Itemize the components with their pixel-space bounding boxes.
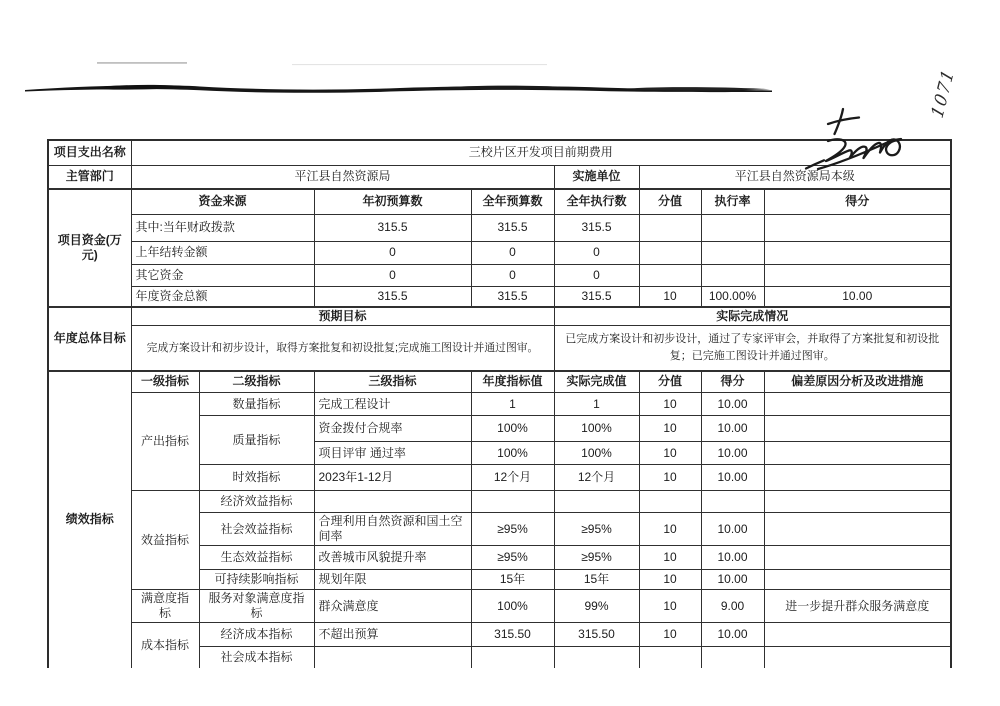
col-executed: 全年执行数: [554, 189, 639, 214]
deviation-cell: [764, 546, 951, 570]
expected-goal-label: 预期目标: [131, 307, 554, 326]
weight-cell: [639, 491, 701, 513]
actual-cell: ≥95%: [554, 546, 639, 570]
actual-goal-label: 实际完成情况: [554, 307, 951, 326]
funds-section-label: 项目资金(万元): [48, 189, 131, 307]
expected-goal-text: 完成方案设计和初步设计，取得方案批复和初设批复;完成施工图设计并通过图审。: [131, 326, 554, 371]
target-cell: [471, 491, 554, 513]
weight-cell: 10: [639, 623, 701, 647]
weight-cell: 10: [639, 546, 701, 570]
l3-cell: [314, 491, 471, 513]
impl-value: 平江县自然资源局本级: [639, 165, 951, 189]
score-cell: 10.00: [701, 513, 764, 546]
fund-initial-cell: 315.5: [314, 214, 471, 241]
col-l2: 二级指标: [199, 371, 314, 393]
performance-evaluation-table: [47, 139, 952, 668]
fund-row: [48, 286, 951, 307]
fund-rate-cell: 100.00%: [701, 286, 764, 307]
project-name-value: 三校片区开发项目前期费用: [131, 140, 951, 165]
deviation-cell: [764, 491, 951, 513]
l1-group-cost: 成本指标: [131, 623, 199, 668]
target-cell: [471, 647, 554, 668]
target-cell: ≥95%: [471, 546, 554, 570]
l3-cell: 规划年限: [314, 570, 471, 590]
l1-group-satisfaction: 满意度指标: [131, 590, 199, 623]
fund-annual-cell: 0: [471, 264, 554, 286]
actual-cell: ≥95%: [554, 513, 639, 546]
handwritten-page-number: 1071: [928, 66, 959, 121]
weight-cell: 10: [639, 513, 701, 546]
indicator-row: [48, 623, 951, 647]
col-l1: 一级指标: [131, 371, 199, 393]
goals-section-label: 年度总体目标: [48, 307, 131, 371]
l2-cell: 时效指标: [199, 465, 314, 491]
empty-cell: [764, 241, 951, 264]
target-cell: 100%: [471, 416, 554, 442]
impl-label: 实施单位: [554, 165, 639, 189]
target-cell: 315.50: [471, 623, 554, 647]
deviation-cell: [764, 570, 951, 590]
l2-cell: 可持续影响指标: [199, 570, 314, 590]
target-cell: ≥95%: [471, 513, 554, 546]
fund-row: [48, 241, 951, 264]
target-cell: 1: [471, 393, 554, 416]
empty-cell: [701, 264, 764, 286]
empty-cell: [701, 214, 764, 241]
scan-edge-artifact: [0, 0, 1000, 120]
score-cell: 10.00: [701, 416, 764, 442]
col-weight: 分值: [639, 189, 701, 214]
col-rate: 执行率: [701, 189, 764, 214]
indicator-row: [48, 491, 951, 513]
fund-executed-cell: 315.5: [554, 286, 639, 307]
actual-cell: 100%: [554, 442, 639, 465]
col-source: 资金来源: [131, 189, 314, 214]
empty-cell: [764, 214, 951, 241]
col-actual: 实际完成值: [554, 371, 639, 393]
score-cell: 10.00: [701, 623, 764, 647]
fund-executed-cell: 315.5: [554, 214, 639, 241]
l3-cell: 合理利用自然资源和国土空间率: [314, 513, 471, 546]
score-cell: 10.00: [701, 393, 764, 416]
actual-cell: 15年: [554, 570, 639, 590]
project-name-label: 项目支出名称: [48, 140, 131, 165]
l2-cell: 服务对象满意度指标: [199, 590, 314, 623]
target-cell: 12个月: [471, 465, 554, 491]
empty-cell: [701, 241, 764, 264]
l2-cell: 经济成本指标: [199, 623, 314, 647]
deviation-cell: [764, 623, 951, 647]
col-deviation: 偏差原因分析及改进措施: [764, 371, 951, 393]
target-cell: 100%: [471, 442, 554, 465]
col-target: 年度指标值: [471, 371, 554, 393]
deviation-cell: [764, 465, 951, 491]
fund-source-cell: 上年结转金额: [131, 241, 314, 264]
l1-group-output: 产出指标: [131, 393, 199, 491]
fund-annual-cell: 315.5: [471, 214, 554, 241]
weight-cell: 10: [639, 393, 701, 416]
table-row: [48, 165, 951, 189]
fund-source-cell: 其中:当年财政拨款: [131, 214, 314, 241]
l2-cell: 社会效益指标: [199, 513, 314, 546]
score-cell: 10.00: [701, 570, 764, 590]
actual-cell: 315.50: [554, 623, 639, 647]
deviation-cell: [764, 513, 951, 546]
score-cell: 10.00: [701, 546, 764, 570]
target-cell: 15年: [471, 570, 554, 590]
fund-executed-cell: 0: [554, 264, 639, 286]
deviation-cell: [764, 647, 951, 668]
fund-row: [48, 214, 951, 241]
indicator-header-row: [48, 371, 951, 393]
actual-cell: 99%: [554, 590, 639, 623]
score-cell: [701, 647, 764, 668]
col-score: 得分: [764, 189, 951, 214]
l3-cell: 项目评审 通过率: [314, 442, 471, 465]
goals-text-row: [48, 326, 951, 371]
l3-cell: [314, 647, 471, 668]
l2-cell: 社会成本指标: [199, 647, 314, 668]
dept-value: 平江县自然资源局: [131, 165, 554, 189]
fund-initial-cell: 0: [314, 241, 471, 264]
l3-cell: 群众满意度: [314, 590, 471, 623]
actual-cell: [554, 491, 639, 513]
score-cell: 10.00: [701, 442, 764, 465]
indicators-section-label: 绩效指标: [48, 371, 131, 668]
weight-cell: [639, 647, 701, 668]
deviation-cell: [764, 442, 951, 465]
deviation-cell: 进一步提升群众服务满意度: [764, 590, 951, 623]
fund-source-cell: 年度资金总额: [131, 286, 314, 307]
fund-weight-cell: 10: [639, 286, 701, 307]
empty-cell: [764, 264, 951, 286]
deviation-cell: [764, 393, 951, 416]
table-row: [48, 140, 951, 165]
actual-cell: 12个月: [554, 465, 639, 491]
empty-cell: [639, 214, 701, 241]
l2-cell: 经济效益指标: [199, 491, 314, 513]
actual-cell: 1: [554, 393, 639, 416]
l3-cell: 改善城市风貌提升率: [314, 546, 471, 570]
fund-annual-cell: 0: [471, 241, 554, 264]
empty-cell: [639, 241, 701, 264]
l2-cell: 数量指标: [199, 393, 314, 416]
indicator-row: [48, 590, 951, 623]
fund-score-cell: 10.00: [764, 286, 951, 307]
indicator-row: [48, 393, 951, 416]
empty-cell: [639, 264, 701, 286]
goals-header-row: [48, 307, 951, 326]
fund-source-cell: 其它资金: [131, 264, 314, 286]
funds-header-row: [48, 189, 951, 214]
dept-label: 主管部门: [48, 165, 131, 189]
score-cell: [701, 491, 764, 513]
col-weight: 分值: [639, 371, 701, 393]
col-initial: 年初预算数: [314, 189, 471, 214]
score-cell: 9.00: [701, 590, 764, 623]
weight-cell: 10: [639, 465, 701, 491]
actual-goal-text: 已完成方案设计和初步设计，通过了专家评审会，并取得了方案批复和初设批复；已完施工图设计并通过图审。: [554, 326, 951, 371]
target-cell: 100%: [471, 590, 554, 623]
fund-initial-cell: 315.5: [314, 286, 471, 307]
l3-cell: 完成工程设计: [314, 393, 471, 416]
weight-cell: 10: [639, 590, 701, 623]
col-annual: 全年预算数: [471, 189, 554, 214]
actual-cell: [554, 647, 639, 668]
weight-cell: 10: [639, 416, 701, 442]
weight-cell: 10: [639, 570, 701, 590]
fund-row: [48, 264, 951, 286]
fund-initial-cell: 0: [314, 264, 471, 286]
fund-executed-cell: 0: [554, 241, 639, 264]
weight-cell: 10: [639, 442, 701, 465]
l3-cell: 2023年1-12月: [314, 465, 471, 491]
l3-cell: 不超出预算: [314, 623, 471, 647]
l2-cell: 质量指标: [199, 416, 314, 465]
l1-group-benefit: 效益指标: [131, 491, 199, 590]
col-score: 得分: [701, 371, 764, 393]
l2-cell: 生态效益指标: [199, 546, 314, 570]
col-l3: 三级指标: [314, 371, 471, 393]
deviation-cell: [764, 416, 951, 442]
score-cell: 10.00: [701, 465, 764, 491]
fund-annual-cell: 315.5: [471, 286, 554, 307]
l3-cell: 资金拨付合规率: [314, 416, 471, 442]
actual-cell: 100%: [554, 416, 639, 442]
